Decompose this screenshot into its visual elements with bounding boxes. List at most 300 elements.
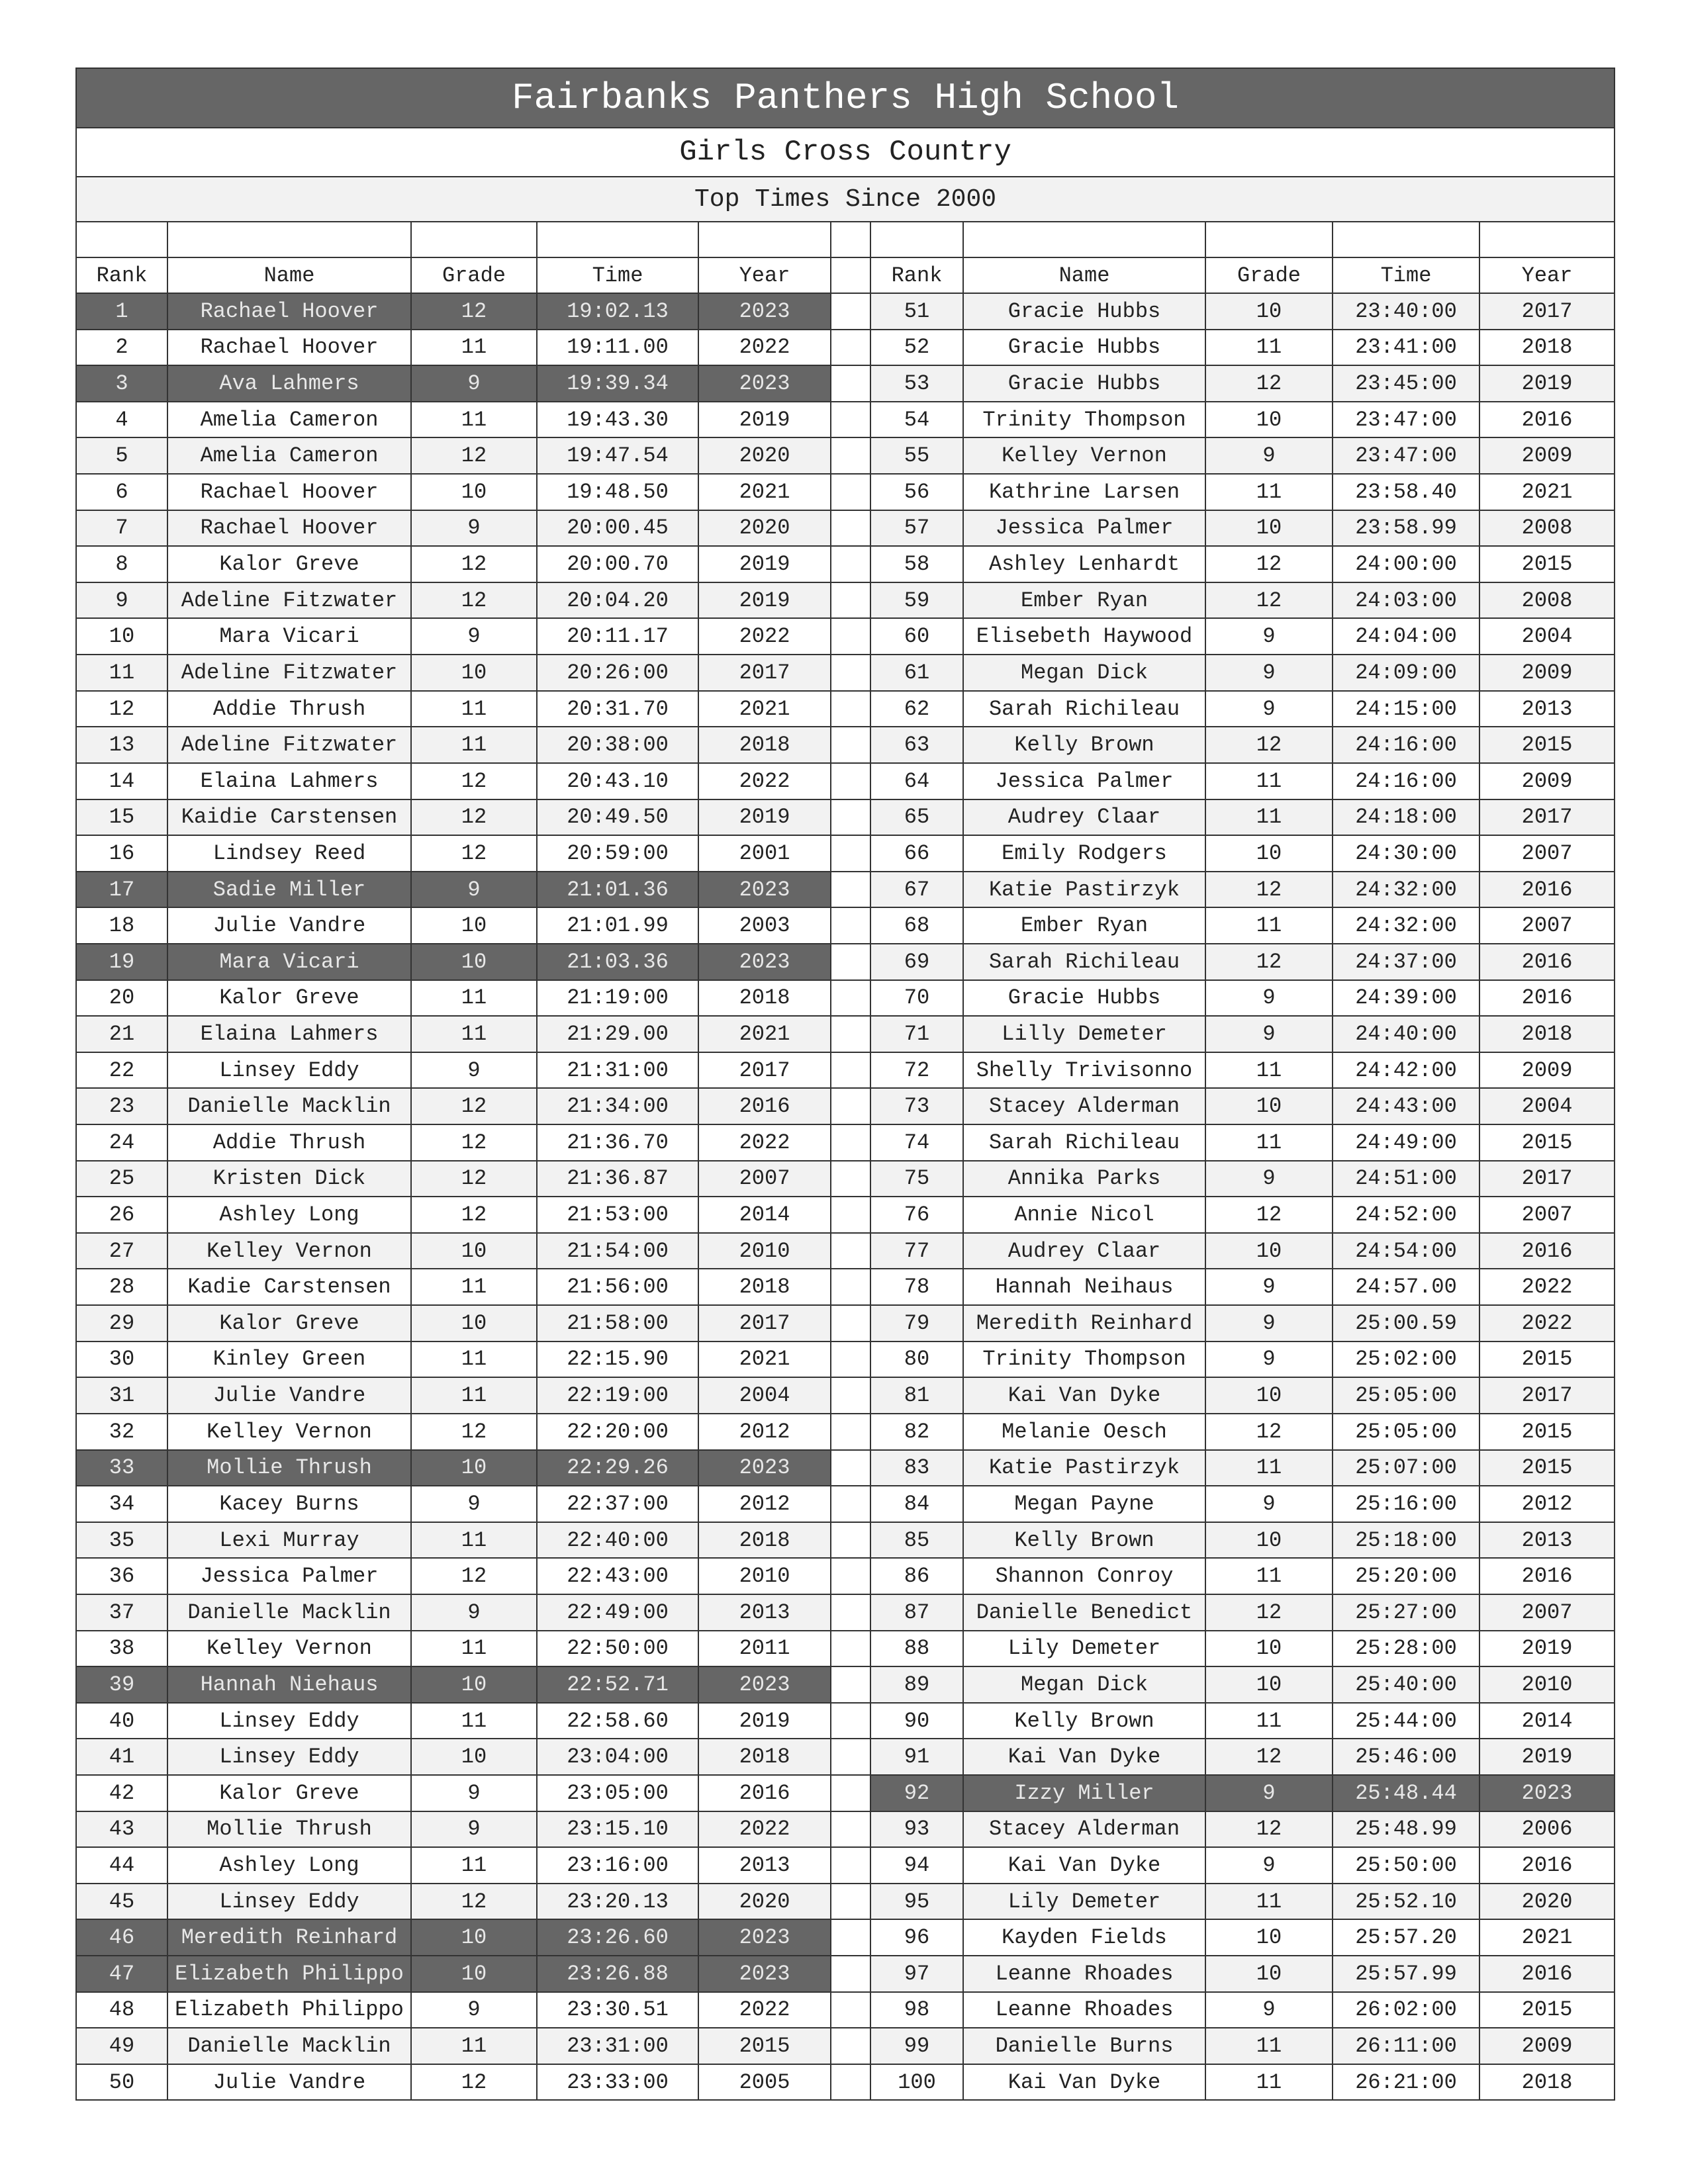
table-row: [76, 944, 1615, 980]
column-gap: [831, 1992, 870, 2028]
cell-name: Megan Dick: [963, 655, 1205, 691]
cell-grade: 9: [1205, 1342, 1333, 1378]
table-row: [76, 437, 1615, 474]
cell-time: 23:26.60: [537, 1919, 698, 1956]
cell-year: 2017: [1479, 1377, 1615, 1414]
cell-time: 22:19:00: [537, 1377, 698, 1414]
cell-rank: 92: [870, 1775, 963, 1811]
cell-time: 23:16:00: [537, 1847, 698, 1884]
cell-name: Linsey Eddy: [167, 1884, 411, 1920]
cell-year: 2019: [1479, 1739, 1615, 1775]
cell-grade: 9: [411, 365, 537, 402]
cell-time: 20:00.70: [537, 546, 698, 582]
column-gap: [831, 582, 870, 619]
cell-grade: 10: [1205, 1377, 1333, 1414]
cell-grade: 9: [1205, 1486, 1333, 1522]
cell-rank: 4: [76, 402, 167, 438]
cell-time: 23:47:00: [1333, 437, 1479, 474]
cell-year: 2012: [1479, 1486, 1615, 1522]
cell-rank: 75: [870, 1161, 963, 1197]
cell-rank: 25: [76, 1161, 167, 1197]
cell-time: 24:49:00: [1333, 1124, 1479, 1161]
table-row: [76, 799, 1615, 836]
cell-year: 2021: [698, 691, 831, 727]
cell-name: Shelly Trivisonno: [963, 1052, 1205, 1089]
column-gap: [831, 330, 870, 366]
column-gap: [831, 293, 870, 330]
column-gap: [831, 1052, 870, 1089]
table-row: [76, 1666, 1615, 1703]
column-gap: [831, 1197, 870, 1233]
cell-grade: 9: [411, 872, 537, 908]
cell-year: 2015: [1479, 546, 1615, 582]
cell-rank: 55: [870, 437, 963, 474]
column-gap: [831, 1558, 870, 1594]
cell-rank: 84: [870, 1486, 963, 1522]
cell-grade: 10: [411, 1956, 537, 1992]
column-gap: [831, 799, 870, 836]
cell-rank: 37: [76, 1594, 167, 1631]
cell-time: 22:40:00: [537, 1522, 698, 1559]
cell-time: 25:16:00: [1333, 1486, 1479, 1522]
cell-rank: 54: [870, 402, 963, 438]
cell-name: Izzy Miller: [963, 1775, 1205, 1811]
cell-year: 2023: [698, 365, 831, 402]
table-row: [76, 1414, 1615, 1450]
cell-rank: 90: [870, 1703, 963, 1739]
cell-rank: 12: [76, 691, 167, 727]
cell-time: 25:05:00: [1333, 1414, 1479, 1450]
cell-grade: 11: [411, 1522, 537, 1559]
cell-year: 2003: [698, 907, 831, 944]
table-row: [76, 1269, 1615, 1305]
cell-name: Kelly Brown: [963, 1703, 1205, 1739]
cell-year: 2023: [698, 1919, 831, 1956]
cell-time: 24:52:00: [1333, 1197, 1479, 1233]
cell-rank: 53: [870, 365, 963, 402]
cell-name: Kelly Brown: [963, 727, 1205, 763]
column-gap: [831, 691, 870, 727]
cell-name: Jessica Palmer: [963, 763, 1205, 799]
cell-grade: 12: [1205, 1414, 1333, 1450]
cell-year: 2018: [698, 980, 831, 1017]
table-row: [76, 1161, 1615, 1197]
table-row: [76, 330, 1615, 366]
cell-rank: 85: [870, 1522, 963, 1559]
cell-name: Mara Vicari: [167, 618, 411, 655]
cell-grade: 9: [411, 1594, 537, 1631]
cell-name: Elizabeth Philippo: [167, 1992, 411, 2028]
cell-name: Gracie Hubbs: [963, 365, 1205, 402]
table-row: [76, 1811, 1615, 1848]
cell-time: 23:33:00: [537, 2064, 698, 2101]
cell-grade: 9: [1205, 691, 1333, 727]
table-row: [76, 618, 1615, 655]
cell-time: 24:03:00: [1333, 582, 1479, 619]
cell-rank: 40: [76, 1703, 167, 1739]
cell-time: 23:15.10: [537, 1811, 698, 1848]
cell-name: Annika Parks: [963, 1161, 1205, 1197]
cell-grade: 12: [411, 546, 537, 582]
cell-year: 2014: [698, 1197, 831, 1233]
cell-year: 2022: [698, 1124, 831, 1161]
cell-time: 24:30:00: [1333, 835, 1479, 872]
cell-time: 24:04:00: [1333, 618, 1479, 655]
cell-name: Kelley Vernon: [167, 1631, 411, 1667]
cell-name: Sarah Richileau: [963, 691, 1205, 727]
column-header-row: [76, 257, 1615, 293]
table-row: [76, 510, 1615, 547]
cell-grade: 11: [411, 2028, 537, 2064]
cell-grade: 10: [1205, 835, 1333, 872]
column-gap: [831, 1161, 870, 1197]
cell-grade: 11: [411, 1016, 537, 1052]
table-row: [76, 1088, 1615, 1124]
cell-rank: 61: [870, 655, 963, 691]
cell-year: 2020: [1479, 1884, 1615, 1920]
cell-name: Hannah Neihaus: [963, 1269, 1205, 1305]
cell-name: Adeline Fitzwater: [167, 655, 411, 691]
cell-grade: 11: [1205, 907, 1333, 944]
cell-name: Mollie Thrush: [167, 1811, 411, 1848]
table-row: [76, 1631, 1615, 1667]
cell-rank: 78: [870, 1269, 963, 1305]
cell-rank: 16: [76, 835, 167, 872]
cell-grade: 10: [411, 1919, 537, 1956]
cell-rank: 6: [76, 474, 167, 510]
cell-year: 2021: [1479, 1919, 1615, 1956]
cell-rank: 5: [76, 437, 167, 474]
cell-name: Rachael Hoover: [167, 474, 411, 510]
cell-rank: 34: [76, 1486, 167, 1522]
cell-rank: 59: [870, 582, 963, 619]
column-gap: [831, 1631, 870, 1667]
cell-year: 2009: [1479, 655, 1615, 691]
cell-year: 2015: [1479, 1414, 1615, 1450]
cell-name: Ember Ryan: [963, 907, 1205, 944]
cell-rank: 33: [76, 1450, 167, 1486]
table-row: [76, 1197, 1615, 1233]
cell-name: Megan Dick: [963, 1666, 1205, 1703]
cell-year: 2007: [1479, 907, 1615, 944]
cell-grade: 12: [1205, 1197, 1333, 1233]
cell-time: 22:50:00: [537, 1631, 698, 1667]
table-row: [76, 872, 1615, 908]
column-gap: [831, 655, 870, 691]
column-gap: [831, 1233, 870, 1269]
cell-rank: 69: [870, 944, 963, 980]
cell-name: Addie Thrush: [167, 691, 411, 727]
cell-name: Elaina Lahmers: [167, 763, 411, 799]
cell-time: 24:32:00: [1333, 907, 1479, 944]
column-gap: [831, 1414, 870, 1450]
table-row: [76, 1884, 1615, 1920]
cell-time: 23:05:00: [537, 1775, 698, 1811]
cell-year: 2004: [1479, 1088, 1615, 1124]
table-row: [76, 1522, 1615, 1559]
cell-time: 24:09:00: [1333, 655, 1479, 691]
cell-name: Kai Van Dyke: [963, 1377, 1205, 1414]
cell-grade: 12: [411, 1884, 537, 1920]
page-title: Fairbanks Panthers High School: [76, 68, 1615, 128]
column-gap: [831, 365, 870, 402]
table-row: [76, 1775, 1615, 1811]
cell-name: Kinley Green: [167, 1342, 411, 1378]
cell-grade: 9: [1205, 437, 1333, 474]
column-gap: [831, 1486, 870, 1522]
cell-name: Lexi Murray: [167, 1522, 411, 1559]
cell-name: Amelia Cameron: [167, 402, 411, 438]
cell-name: Kai Van Dyke: [963, 1847, 1205, 1884]
cell-name: Elisebeth Haywood: [963, 618, 1205, 655]
cell-time: 20:04.20: [537, 582, 698, 619]
cell-year: 2020: [698, 510, 831, 547]
cell-name: Gracie Hubbs: [963, 980, 1205, 1017]
cell-rank: 60: [870, 618, 963, 655]
cell-time: 21:34:00: [537, 1088, 698, 1124]
cell-name: Leanne Rhoades: [963, 1992, 1205, 2028]
cell-time: 21:36.87: [537, 1161, 698, 1197]
cell-grade: 9: [411, 1811, 537, 1848]
cell-grade: 11: [1205, 1052, 1333, 1089]
column-gap: [831, 1124, 870, 1161]
cell-rank: 71: [870, 1016, 963, 1052]
cell-grade: 11: [1205, 1558, 1333, 1594]
cell-year: 2019: [698, 1703, 831, 1739]
cell-rank: 1: [76, 293, 167, 330]
column-gap: [831, 872, 870, 908]
cell-rank: 7: [76, 510, 167, 547]
cell-grade: 12: [411, 1124, 537, 1161]
cell-name: Julie Vandre: [167, 2064, 411, 2101]
column-gap: [831, 980, 870, 1017]
table-row: [76, 1305, 1615, 1342]
cell-grade: 10: [1205, 1233, 1333, 1269]
cell-grade: 10: [1205, 402, 1333, 438]
cell-name: Meredith Reinhard: [963, 1305, 1205, 1342]
cell-rank: 87: [870, 1594, 963, 1631]
cell-grade: 12: [411, 437, 537, 474]
cell-rank: 39: [76, 1666, 167, 1703]
cell-grade: 9: [411, 618, 537, 655]
cell-time: 23:40:00: [1333, 293, 1479, 330]
cell-year: 2018: [698, 1269, 831, 1305]
cell-grade: 12: [411, 1558, 537, 1594]
table-row: [76, 907, 1615, 944]
column-gap: [831, 1016, 870, 1052]
cell-grade: 9: [1205, 1161, 1333, 1197]
cell-time: 19:39.34: [537, 365, 698, 402]
table-row: [76, 582, 1615, 619]
cell-year: 2022: [698, 763, 831, 799]
cell-rank: 97: [870, 1956, 963, 1992]
cell-rank: 48: [76, 1992, 167, 2028]
table-row: [76, 1739, 1615, 1775]
cell-time: 25:48.99: [1333, 1811, 1479, 1848]
cell-name: Addie Thrush: [167, 1124, 411, 1161]
cell-time: 23:26.88: [537, 1956, 698, 1992]
cell-name: Danielle Macklin: [167, 2028, 411, 2064]
cell-name: Kai Van Dyke: [963, 1739, 1205, 1775]
cell-year: 2014: [1479, 1703, 1615, 1739]
cell-grade: 12: [1205, 727, 1333, 763]
cell-year: 2018: [698, 1522, 831, 1559]
table-row: [76, 1052, 1615, 1089]
cell-rank: 65: [870, 799, 963, 836]
cell-rank: 19: [76, 944, 167, 980]
cell-year: 2015: [1479, 1342, 1615, 1378]
cell-time: 26:02:00: [1333, 1992, 1479, 2028]
cell-grade: 9: [1205, 980, 1333, 1017]
cell-year: 2004: [1479, 618, 1615, 655]
cell-year: 2016: [1479, 402, 1615, 438]
cell-name: Elaina Lahmers: [167, 1016, 411, 1052]
table-row: [76, 980, 1615, 1017]
cell-grade: 10: [1205, 293, 1333, 330]
cell-time: 24:51:00: [1333, 1161, 1479, 1197]
cell-grade: 10: [411, 1305, 537, 1342]
cell-year: 2023: [698, 1666, 831, 1703]
cell-year: 2013: [698, 1847, 831, 1884]
cell-rank: 13: [76, 727, 167, 763]
cell-time: 24:00:00: [1333, 546, 1479, 582]
column-gap: [831, 1919, 870, 1956]
cell-time: 25:40:00: [1333, 1666, 1479, 1703]
cell-rank: 70: [870, 980, 963, 1017]
cell-grade: 9: [1205, 1016, 1333, 1052]
cell-rank: 58: [870, 546, 963, 582]
cell-time: 25:18:00: [1333, 1522, 1479, 1559]
cell-year: 2019: [698, 546, 831, 582]
cell-grade: 10: [411, 1233, 537, 1269]
cell-time: 23:47:00: [1333, 402, 1479, 438]
cell-grade: 11: [1205, 799, 1333, 836]
cell-grade: 9: [1205, 1775, 1333, 1811]
column-gap: [831, 907, 870, 944]
cell-grade: 11: [1205, 330, 1333, 366]
cell-grade: 12: [1205, 872, 1333, 908]
cell-year: 2013: [1479, 1522, 1615, 1559]
cell-time: 25:48.44: [1333, 1775, 1479, 1811]
cell-rank: 83: [870, 1450, 963, 1486]
cell-grade: 10: [411, 474, 537, 510]
table-row: [76, 2064, 1615, 2101]
cell-name: Amelia Cameron: [167, 437, 411, 474]
cell-name: Sarah Richileau: [963, 1124, 1205, 1161]
cell-rank: 99: [870, 2028, 963, 2064]
column-header-year: Year: [698, 257, 831, 293]
column-gap: [831, 546, 870, 582]
cell-grade: 12: [1205, 582, 1333, 619]
cell-name: Ember Ryan: [963, 582, 1205, 619]
cell-year: 2017: [698, 655, 831, 691]
column-gap: [831, 1811, 870, 1848]
cell-rank: 30: [76, 1342, 167, 1378]
cell-name: Audrey Claar: [963, 799, 1205, 836]
cell-rank: 36: [76, 1558, 167, 1594]
cell-time: 25:57.20: [1333, 1919, 1479, 1956]
table-row: [76, 1377, 1615, 1414]
column-gap: [831, 1450, 870, 1486]
cell-year: 2022: [698, 330, 831, 366]
cell-name: Emily Rodgers: [963, 835, 1205, 872]
cell-rank: 45: [76, 1884, 167, 1920]
column-header-name: Name: [963, 257, 1205, 293]
cell-year: 2017: [698, 1052, 831, 1089]
table-row: [76, 546, 1615, 582]
cell-year: 2022: [1479, 1305, 1615, 1342]
cell-grade: 12: [411, 1088, 537, 1124]
column-gap: [831, 1522, 870, 1559]
cell-time: 20:00.45: [537, 510, 698, 547]
cell-year: 2017: [1479, 1161, 1615, 1197]
cell-rank: 2: [76, 330, 167, 366]
cell-grade: 10: [411, 1450, 537, 1486]
cell-name: Katie Pastirzyk: [963, 872, 1205, 908]
cell-year: 2015: [1479, 1992, 1615, 2028]
table-row: [76, 1342, 1615, 1378]
cell-rank: 26: [76, 1197, 167, 1233]
cell-rank: 29: [76, 1305, 167, 1342]
table-row: [76, 474, 1615, 510]
cell-grade: 9: [1205, 1992, 1333, 2028]
cell-year: 2019: [698, 402, 831, 438]
cell-time: 20:49.50: [537, 799, 698, 836]
cell-rank: 95: [870, 1884, 963, 1920]
cell-name: Linsey Eddy: [167, 1052, 411, 1089]
cell-year: 2020: [698, 1884, 831, 1920]
cell-grade: 11: [1205, 763, 1333, 799]
column-header-name: Name: [167, 257, 411, 293]
cell-grade: 11: [1205, 2028, 1333, 2064]
table-row: [76, 1016, 1615, 1052]
cell-year: 2012: [698, 1414, 831, 1450]
cell-name: Julie Vandre: [167, 1377, 411, 1414]
cell-grade: 12: [411, 1161, 537, 1197]
cell-year: 2017: [1479, 293, 1615, 330]
cell-grade: 12: [1205, 1739, 1333, 1775]
cell-year: 2016: [1479, 1233, 1615, 1269]
cell-time: 22:43:00: [537, 1558, 698, 1594]
cell-rank: 100: [870, 2064, 963, 2101]
cell-year: 2018: [1479, 1016, 1615, 1052]
cell-rank: 14: [76, 763, 167, 799]
cell-rank: 86: [870, 1558, 963, 1594]
cell-rank: 3: [76, 365, 167, 402]
cell-grade: 9: [1205, 655, 1333, 691]
cell-time: 23:58.40: [1333, 474, 1479, 510]
column-gap: [831, 1775, 870, 1811]
cell-time: 20:59:00: [537, 835, 698, 872]
cell-name: Kalor Greve: [167, 980, 411, 1017]
cell-rank: 21: [76, 1016, 167, 1052]
cell-grade: 9: [1205, 1269, 1333, 1305]
cell-grade: 11: [1205, 1124, 1333, 1161]
cell-name: Rachael Hoover: [167, 330, 411, 366]
cell-time: 21:19:00: [537, 980, 698, 1017]
cell-year: 2004: [698, 1377, 831, 1414]
cell-grade: 10: [1205, 1522, 1333, 1559]
cell-name: Meredith Reinhard: [167, 1919, 411, 1956]
cell-rank: 43: [76, 1811, 167, 1848]
cell-grade: 11: [411, 980, 537, 1017]
cell-time: 25:57.99: [1333, 1956, 1479, 1992]
cell-rank: 73: [870, 1088, 963, 1124]
cell-year: 2015: [698, 2028, 831, 2064]
cell-time: 23:41:00: [1333, 330, 1479, 366]
cell-grade: 11: [411, 727, 537, 763]
cell-time: 25:05:00: [1333, 1377, 1479, 1414]
